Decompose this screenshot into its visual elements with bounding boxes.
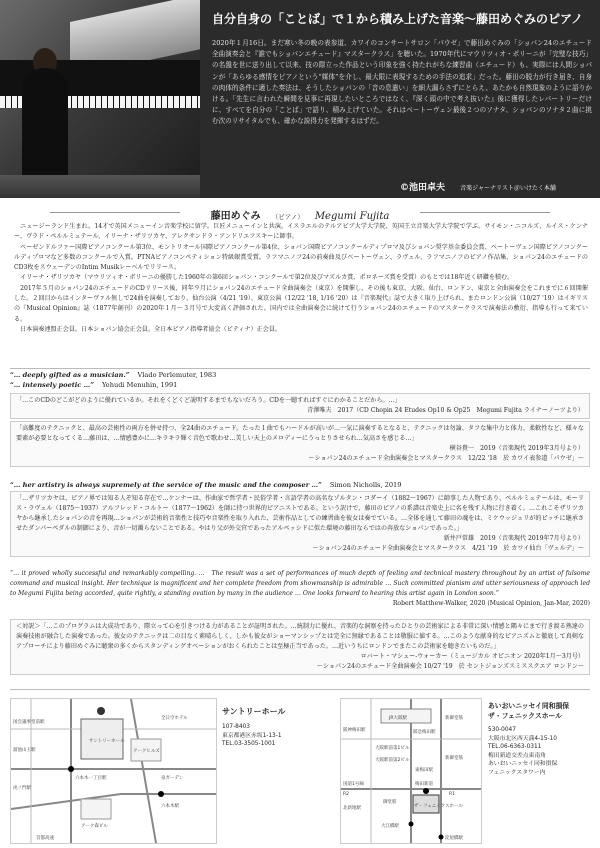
signature-name: ©池田卓夫 [400,183,446,193]
quote-text: “… intensely poetic …” [10,381,95,389]
review-quote-en-long: “… it proved wholly successful and remarkably compelling. … The result was a set of performances of much depth of feeling and technical mastery throughout by an artist of fulsome command and musical insight. Her technique is magnificent and her complete freedom from showmanship is admirable … Such committed pianism and utter seriousness of approach led to Megumi Fujita being accorded, quite rightly, a standing ovation by many in the audience … One looks forward to hearing this artist again in London soon.” [10,570,590,597]
venue-tel: TEL.03-3505-1001 [222,741,276,748]
pianist-figure [22,68,68,188]
venue-address: 大阪市北区西天満4-15-10 [488,735,557,742]
venue-postcode: 107-8403 [222,724,250,730]
map-label: 東梅田駅 [415,768,433,773]
review-quote-jp: 「高難度のテクニックと、最高の芸術性の両方を併せ持つ、全24曲のエチュード。たった１曲でもハードルが高いが…一気に演奏するとなると、テクニックは勿論、タフな集中力と体力、柔軟性など、様々な要素が必要となってくる…藤田は、…情感豊かに…キラキラ輝く音色で歌わせ…美しい天上のメロディーにうっとりさせられ…気高さを感じる…」 [16,425,584,442]
quote-author: Simon Nicholls, 2019 [329,481,402,489]
profile-paragraph: 2017年５月のショパン24のエチュードのCDリリース後、同年９月にショパン24のエチュード全曲演奏会（東京）を開催し、その後も東京、大阪、仙台、ロンドン、東京と全曲演奏会をこれまでに６回開催した。２回目からはインターヴァル無しで24曲を演奏しており、仙台公演（4/21 '19）、東京公演（12/22 '18, 1/16 '20）は『音楽現代』誌で大きく取り上げられ、またロンドン公演（10/27 '19）はイギリスの『Musical Opinion』誌（1877年創刊）の2020年１月～３月号で大変高く評価された。国内では全曲演奏会に続けて行うショパン24のエチュードのマスタークラスで演奏法の敷衍、指導も行って来ている。 [14,284,588,323]
map-label: 新御堂筋 [445,756,463,761]
map-label: JR大阪駅 [389,716,407,721]
venue-maps [0,692,600,848]
map-label: 新御堂筋 [445,716,463,721]
station-marker [409,822,414,827]
quote-text: “… deeply gifted as a musician.” [10,371,130,379]
review-quote-en [10,371,590,379]
map-label: アークヒルズ [133,749,160,754]
map-label: 泉ガーデン [161,776,184,781]
map-label: アーク森ビル [81,824,108,829]
profile-body [14,222,588,335]
header-title: 自分自身の「ことば」で１から積み上げた音楽～藤田めぐみのピアノ [212,12,584,26]
profile-name-jp: 藤田めぐみ [210,211,261,222]
quote-author: Vlado Perlemuter, 1983 [137,371,217,379]
venue-tel: TEL.06-6363-0311 [488,744,542,751]
map-label: 大阪駅前第1ビル [375,746,410,751]
signature-role: 音楽ジャーナリスト＠いけたく本舗 [460,185,556,192]
review-source: ロバート・マシュー-ウォーカー（ミュージカル オピニオン 2020年1月～3月号） [360,653,584,660]
header-section [0,0,600,198]
map-label: 首都高速 [36,836,54,841]
review-quote-en [10,381,590,389]
profile-heading [0,204,600,220]
station-marker [68,766,74,772]
header-signature [400,175,596,194]
map-label: ザ・フェニックスホール [414,804,463,809]
map-label: R1 [449,792,455,797]
profile-role: （ピアノ） [271,213,304,221]
station-marker [158,791,164,797]
phoenix-hall-marker [423,788,429,794]
phoenix-hall-map [340,698,482,844]
ark-mori-building [81,799,111,819]
map-label: 六本木駅 [161,804,179,809]
quote-text: “… her artistry is always supremely at the service of the music and the composer …” [10,481,322,489]
review-quote-en [10,481,590,489]
venue-direction: 梅田新道交差点東南角 [488,752,546,759]
phoenix-map-svg [341,699,481,843]
map-label: 御堂筋 [383,800,397,805]
reviews-section [10,368,590,690]
venue-name: サントリーホール [222,707,286,716]
review-event: ～ショパン24のエチュード全曲演奏会 10/27 '19 於 セントジョンズスミススクエア ロンドン～ [316,663,584,670]
review-yokotani [10,421,590,467]
venue-direction: フェニックスタワー内 [488,769,546,776]
review-menuhin [10,381,590,389]
review-source: 青澤唯夫 2017（CD Chopin 24 Etudes Op10 & Op25 Megumi Fujita ライナーノーツより） [307,407,584,414]
profile-paragraph: イリーナ・ザリツカヤ（マウリツィオ・ポリーニの優勝した1960年の第6回ショパン・コンクールで第2位及びマズルカ賞、ポロネーズ賞を受賞）のもとでは18年近く研鑽を積む。 [20,274,514,282]
review-nicholls [10,481,590,489]
map-label: R2 [343,792,349,797]
suntory-hall-marker [97,707,105,715]
map-label: 六本木一丁目駅 [75,776,107,781]
review-event: ～ショパン24のエチュード全曲演奏会とマスタークラス 12/22 '18 於 カワイ表参道「パウゼ」～ [308,455,584,462]
review-perlemuter [10,371,590,379]
map-label: サントリーホール [89,739,125,744]
suntory-map-svg [11,699,216,843]
map-label: 国会議事堂前駅 [13,720,45,725]
review-quote-jp: 「…ザリツカヤは、ピアノ界では知る人ぞ知る存在で…ケンナーは、作曲家で哲学者・民俗学者・言語学者の高名なゾルタン・コダーイ（1882～1967）に師事した人物であり、ペルルミュテールは、モーリス・ラヴェル（1875～1937）アルフレッド・コルトー（1877～1962）を師に持つ世界的ピアニストである。という訳けで、藤田のピアノの系譜は音楽史上に名を残す人物に行き着く。…これこそザリツカヤから継承したショパンの音を再現…ショパンが芸術的音楽性と技巧や音楽性を取り入れた、芸術作品としての練習曲を彼女は奏でている。…全体を通して藤田の魂をは、ミケウッジェリが的ピッチに継承させたダンパーペダルの制御により、音が一切濁らないことである。やはり父が外交官であったアルペッシドに似た環境の藤田ならではの奔放なショパンであった。」 [16,495,584,532]
profile-paragraph: 日本演奏連盟正会員。日本ショパン協会正会員。全日本ピアノ指導者協会（ピティナ）正会員。 [20,325,282,333]
map-label: 大阪駅前第2ビル [375,758,410,763]
map-label: 阪神梅田駅 [343,728,366,733]
profile-paragraph: ニュージーランド生まれ。14才で英国メニューイン音楽学校に留学。巨匠メニューインと共演。イスラエルのテルアビブ大学大学院、英国王立音楽大学大学院で学ぶ。サイモン・ニコルズ、ルイス・ケンナー、ヴラド・ペルルミュテール、イリーナ・ザリツカヤ、アレクサンドラ・アンドリエフスキーに師事。 [14,223,588,241]
map-label: 阪急梅田駅 [413,730,436,735]
review-source: 新井戸常雄 2019（音楽現代 2019年7月号より） [443,535,584,542]
map-label: 国道1号線 [343,782,364,787]
pianist-photo [0,0,200,198]
suntory-hall-map [10,698,217,844]
profile-name-en: Megumi Fujita [314,211,390,222]
profile-paragraph: ベーゼンドルファー国際ピアノコンクール第3位、モントリオール国際ピアノコンクール第4位、ショパン国際ピアノコンクールディプロマ及びショパン奨学基金委員会賞、ベートーヴェン国際ピアノコンクールディプロマなど多数のコンクールで入賞。PTNAピアノコンペティション特級銀賞受賞。ラフマニノフ24の前奏曲及びベートーヴェン、ラヴェル、ラフマニノフのピアノ作品集、ショパン24のエチュードのCD3枚をスウェーデンのIntim Musikレーベルでリリース。 [14,243,588,272]
review-quote-jp: 「…このCDのどこがどのように優れているか。それをくどくど説明するまでもないだろう。CDを一聴すればすぐにわかることだから。…」 [16,397,401,404]
map-label: 北新地駅 [343,806,361,811]
station-marker [439,835,444,840]
map-label: 全日空ホテル [161,716,188,721]
review-araido [10,491,590,557]
venue-postcode: 530-0047 [488,727,516,733]
header-paragraph: 2020年１月16日。まだ寒い冬の晩の表参道、カワイのコンサートサロン「パウゼ」で藤田めぐみの「ショパン24のエチュード全曲演奏会と『誰でもショパンエチュード』マスタークラス」を聴いた。1970年代にマウリツィオ・ポリーニが「完璧な技巧」の名盤を世に送り出して以来、技の際立った作品という印象を強く持たれがちな練習曲（エチュード）も、実際には人間ショパンが「あらゆる感情をピアノという“媒体”を介し、最大限に表現するための手法の追求」だった。藤田の脱力が行き届き、自身の肉体的条件に適した奏法は、そうしたショパンの「音の息遣い」を細大漏らさずにとらえ、あたかも自然現象のように語りかける。「先生に言われた瞬間を見事に再現したいところではなく、『深く頭の中で考え抜いた』後に獲得したレパートリーだけに、すべてを自分の「ことば」で語り、積み上げていた。それはベートーヴェン最後２つのソナタ、ショパンのソナタ２曲に挑む次のリサイタルでも、確かな説得力を発揮するはずだ。 [212,39,592,126]
map-label: 淀屋橋駅 [445,836,463,841]
stage-floor [0,175,200,198]
review-aozawa [10,393,590,419]
review-translation [10,619,590,675]
review-event: ～ショパン24のエチュード全曲演奏会とマスタークラス 4/21 '19 於 カワイ仙台「ヴェルデ」～ [312,545,584,552]
map-label: 大江橋駅 [381,824,399,829]
venue-direction: あいおいニッセイ同和損保 [488,761,558,768]
review-quote-jp: ＜対訳＞「…このプログラムは大成功であり、際立って心を引きつける力があることが証明された。…統制力に優れ、音楽的な洞察を持ったひとりの芸術家による非常に深い情感と隅々にまで行き渡る熟達の演奏技術が融合した演奏であった。彼女のテクニックは二の目なく素晴らしく、しかも彼女がショーマンシップとは完全に無縁であることは敬服に値する。…このような献身的なピアニズムと徹底して真剣なアプローチにより藤田めぐみに聴衆の多くからスタンディングオベーションがおくられたことは至極正当であった。…近いうちにロンドンでまたこの芸術家を聴きたいものだ。」 [16,623,584,650]
review-source: 横谷貴一 2019（音楽現代 2019年3月号より） [449,445,584,452]
venue-name: あいおいニッセイ同和損保 ザ・フェニックスホール [488,702,570,720]
map-label: 虎ノ門駅 [13,786,31,791]
map-label: 溜池山王駅 [13,748,36,753]
quote-author: Yehudi Menuhin, 1991 [102,381,178,389]
phoenix-hall-info [488,700,598,778]
venue-address: 東京都港区赤坂1-13-1 [222,732,282,739]
map-label: 梅田新道 [415,782,433,787]
review-matthew-walker [10,569,590,609]
quote-author: Robert Matthew-Walker, 2020 (Musical Opinion, Jan-Mar, 2020) [392,600,590,607]
